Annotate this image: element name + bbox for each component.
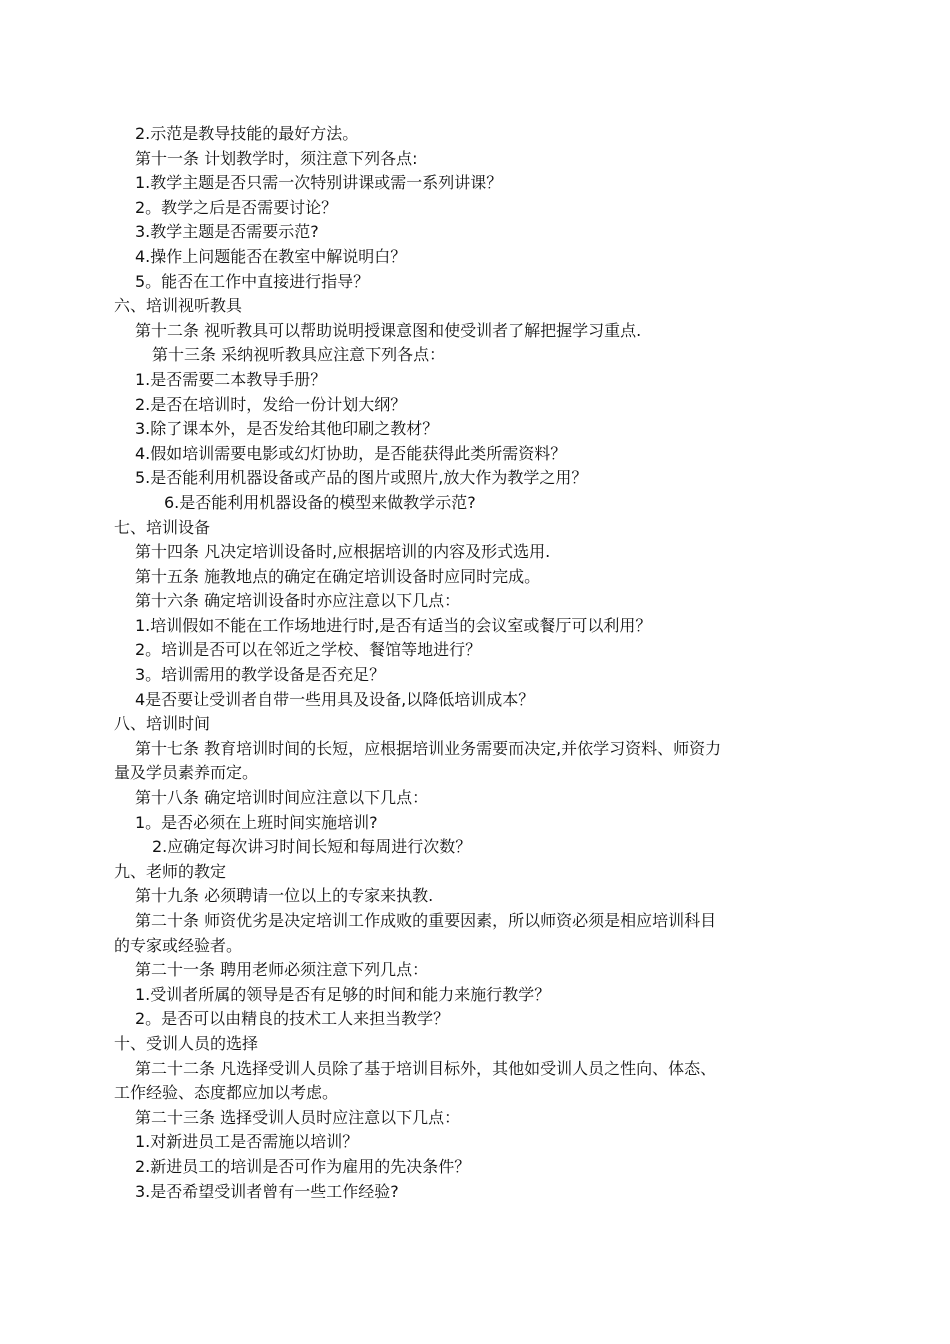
text-line: 第二十三条 选择受训人员时应注意以下几点： bbox=[135, 1107, 461, 1127]
text-line: 第二十一条 聘用老师必须注意下列几点： bbox=[135, 960, 429, 980]
text-line: 2。是否可以由精良的技术工人来担当教学？ bbox=[135, 1009, 450, 1029]
text-line: 1.是否需要二本教导手册？ bbox=[135, 369, 327, 389]
text-line: 1.教学主题是否只需一次特别讲课或需一系列讲课？ bbox=[135, 173, 503, 193]
text-line: 1.对新进员工是否需施以培训？ bbox=[135, 1132, 359, 1152]
text-line: 第二十二条 凡选择受训人员除了基于培训目标外，其他如受训人员之性向、体态、 bbox=[135, 1058, 717, 1078]
text-line: 6.是否能利用机器设备的模型来做教学示范? bbox=[164, 492, 476, 512]
document-body bbox=[114, 122, 844, 1204]
text-line: 工作经验、态度都应加以考虑。 bbox=[114, 1083, 339, 1103]
text-line: 第十九条 必须聘请一位以上的专家来执教. bbox=[135, 886, 434, 906]
text-line: 2.示范是教导技能的最好方法。 bbox=[135, 124, 359, 143]
text-line: 4是否要让受训者自带一些用具及设备,以降低培训成本？ bbox=[135, 689, 535, 709]
text-line: 第十三条 采纳视听教具应注意下列各点： bbox=[152, 345, 446, 365]
text-line: 3。培训需用的教学设备是否充足？ bbox=[135, 665, 386, 685]
text-line: 2.是否在培训时，发给一份计划大纲？ bbox=[135, 394, 407, 414]
text-line: 十、受训人员的选择 bbox=[114, 1033, 259, 1053]
text-line: 第十二条 视听教具可以帮助说明授课意图和使受训者了解把握学习重点. bbox=[135, 320, 642, 340]
text-line: 九、老师的教定 bbox=[114, 861, 227, 881]
text-line: 第十五条 施教地点的确定在确定培训设备时应同时完成。 bbox=[135, 566, 541, 586]
text-line: 1.受训者所属的领导是否有足够的时间和能力来施行教学？ bbox=[135, 984, 551, 1004]
text-line: 1。是否必须在上班时间实施培训? bbox=[135, 812, 378, 832]
text-line: 4.假如培训需要电影或幻灯协助，是否能获得此类所需资料？ bbox=[135, 443, 567, 463]
text-line: 1.培训假如不能在工作场地进行时,是否有适当的会议室或餐厅可以利用？ bbox=[135, 615, 652, 635]
text-line: 4.操作上问题能否在教室中解说明白？ bbox=[135, 246, 407, 266]
text-line: 第十六条 确定培训设备时亦应注意以下几点： bbox=[135, 591, 461, 611]
text-line: 3.教学主题是否需要示范? bbox=[135, 222, 319, 242]
text-line: 第二十条 师资优劣是决定培训工作成败的重要因素，所以师资必须是相应培训科目 bbox=[135, 911, 717, 930]
text-line: 七、培训设备 bbox=[114, 517, 211, 537]
text-line: 第十一条 计划教学时，须注意下列各点: bbox=[135, 148, 418, 168]
text-line: 3.除了课本外，是否发给其他印刷之教材？ bbox=[135, 419, 439, 439]
text-line: 第十七条 教育培训时间的长短，应根据培训业务需要而决定,并依学习资料、师资力 bbox=[135, 738, 722, 758]
text-line: 3.是否希望受训者曾有一些工作经验? bbox=[135, 1181, 399, 1201]
text-line: 2。教学之后是否需要讨论？ bbox=[135, 197, 338, 217]
text-line: 第十八条 确定培训时间应注意以下几点： bbox=[135, 788, 429, 808]
text-line: 的专家或经验者。 bbox=[114, 935, 243, 955]
text-line: 5。能否在工作中直接进行指导？ bbox=[135, 271, 370, 291]
text-line: 量及学员素养而定。 bbox=[114, 763, 259, 783]
text-line: 2。培训是否可以在邻近之学校、餐馆等地进行？ bbox=[135, 640, 482, 660]
text-line: 八、培训时间 bbox=[114, 714, 211, 734]
text-line: 5.是否能利用机器设备或产品的图片或照片,放大作为教学之用？ bbox=[135, 468, 588, 488]
text-line: 2.新进员工的培训是否可作为雇用的先决条件？ bbox=[135, 1156, 471, 1176]
text-line: 第十四条 凡决定培训设备时,应根据培训的内容及形式选用. bbox=[135, 542, 551, 562]
text-line: 2.应确定每次讲习时间长短和每周进行次数？ bbox=[152, 837, 472, 857]
text-line: 六、培训视听教具 bbox=[114, 296, 243, 316]
